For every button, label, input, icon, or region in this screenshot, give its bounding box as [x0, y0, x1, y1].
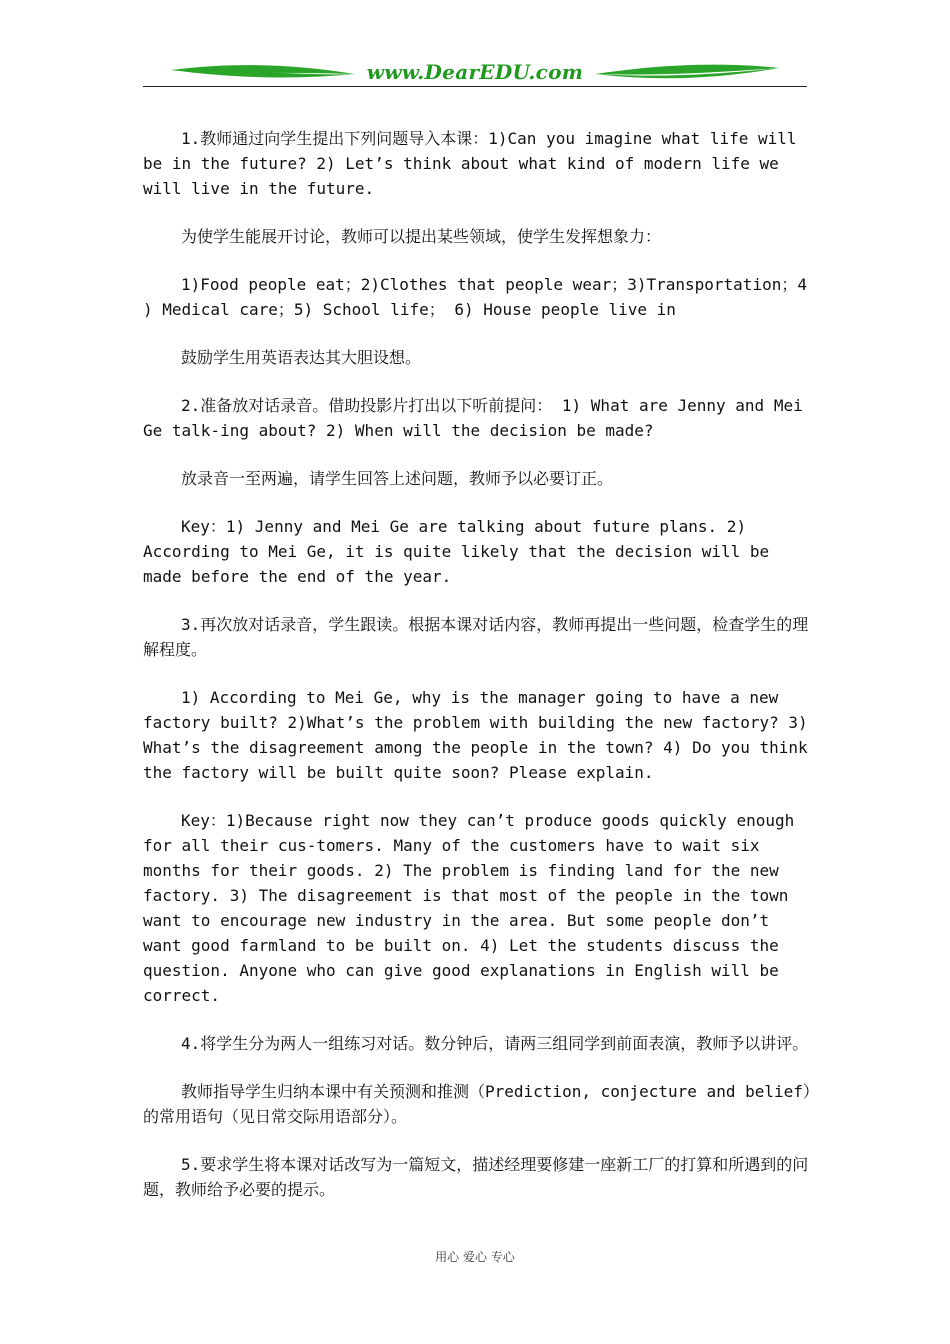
- paragraph-9: 1) According to Mei Ge, why is the manager going to have a new factory built? 2)What’s the problem with building the new factory? 3) What’s the disagreement among the people in the town? 4) Do you think the factory will be built quite soon? Please explain.: [143, 688, 808, 782]
- header-divider: [143, 86, 807, 87]
- paragraph-1: 1.教师通过向学生提出下列问题导入本课：1)Can you imagine what life will be in the future? 2) Let’s think about what kind of modern life we will live in the future.: [143, 129, 797, 198]
- paragraph-8: 3.再次放对话录音，学生跟读。根据本课对话内容，教师再提出一些问题，检查学生的理解程度。: [143, 615, 809, 659]
- document-body: [143, 126, 811, 1225]
- paragraph-10: Key：1)Because right now they can’t produce goods quickly enough for all their cus-tomers. Many of the customers have to wait six months for their goods. 2) The problem is finding land for the new factory. 3) The disagreement is that most of the people in the town want to encourage new industry in the area. But some people don’t want good farmland to be built on. 4) Let the students discuss the question. Anyone who can give good explanations in English will be correct.: [143, 811, 795, 1005]
- site-logo[interactable]: www.DearEDU.com: [366, 60, 584, 84]
- paragraph-2: 为使学生能展开讨论，教师可以提出某些领域，使学生发挥想象力：: [181, 227, 662, 246]
- paragraph-11: 4.将学生分为两人一组练习对话。数分钟后，请两三组同学到前面表演，教师予以讲评。: [181, 1034, 809, 1053]
- paragraph-3: 1)Food people eat；2)Clothes that people wear；3)Transportation；4 ) Medical care；5) School life； 6) House people live in: [143, 275, 807, 319]
- page-header: [143, 58, 807, 90]
- paragraph-5: 2.准备放对话录音。借助投影片打出以下听前提问： 1) What are Jenny and Mei Ge talk-ing about? 2) When will the decision be made?: [143, 396, 803, 440]
- paragraph-6: 放录音一至两遍，请学生回答上述问题，教师予以必要订正。: [181, 469, 614, 488]
- paragraph-7: Key：1) Jenny and Mei Ge are talking about future plans. 2) According to Mei Ge, it is quite likely that the decision will be made before the end of the year.: [143, 517, 770, 586]
- page-footer: 用心 爱心 专心: [435, 1250, 515, 1264]
- paragraph-13: 5.要求学生将本课对话改写为一篇短文，描述经理要修建一座新工厂的打算和所遇到的问题，教师给予必要的提示。: [143, 1155, 809, 1199]
- paragraph-4: 鼓励学生用英语表达其大胆设想。: [181, 348, 422, 367]
- paragraph-12: 教师指导学生归纳本课中有关预测和推测（Prediction, conjecture and belief）的常用语句（见日常交际用语部分）。: [143, 1082, 811, 1126]
